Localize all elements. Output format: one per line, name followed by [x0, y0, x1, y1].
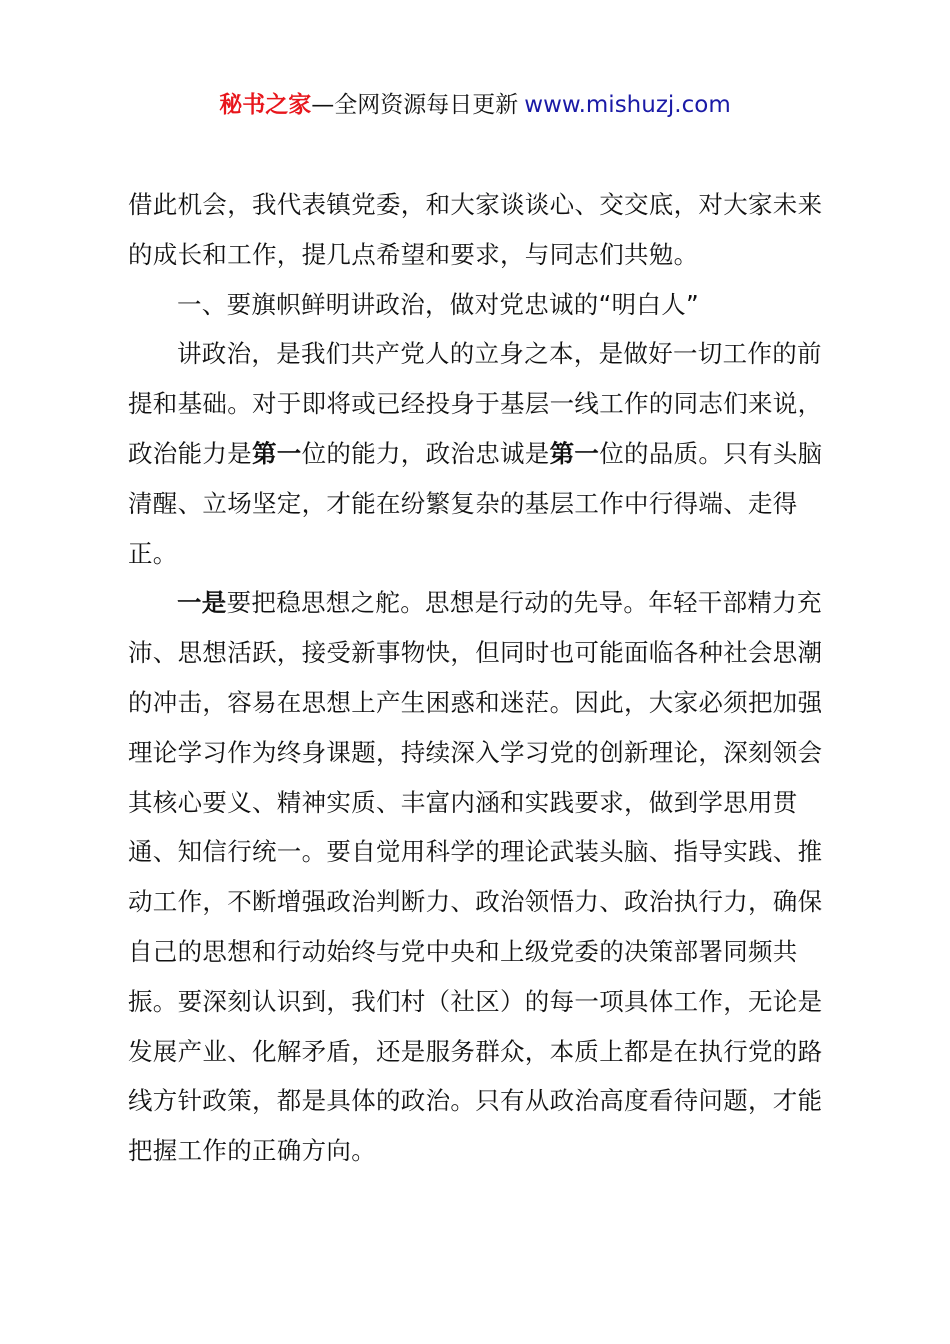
- politics-text-c: 位的能力，政治忠诚是: [301, 438, 550, 468]
- emphasis-first-1: 第一: [252, 438, 302, 468]
- section-heading: 一、要旗帜鲜明讲政治，做对党忠诚的“明白人”: [177, 289, 699, 319]
- emphasis-first-2: 第一: [549, 438, 600, 468]
- brand-name: 秘书之家: [219, 92, 312, 118]
- header-slogan: —全网资源每日更新: [311, 92, 519, 118]
- politics-text-a: 讲政治，是我们共产党人的立身之本，是做好一切工作的前提和基础。对于即将或已经投身于基层一线工作的同志们来说，政治能力是: [128, 339, 823, 468]
- page-header: [0, 88, 950, 122]
- website-link[interactable]: www.mishuzj.com: [524, 92, 731, 118]
- politics-paragraph: [128, 329, 836, 578]
- point-one-lead: 一是: [177, 588, 227, 618]
- document-body: [128, 180, 836, 1176]
- point-one-body: 要把稳思想之舵。思想是行动的先导。年轻干部精力充沛、思想活跃，接受新事物快，但同时也可能面临各种社会思潮的冲击，容易在思想上产生困惑和迷茫。因此，大家必须把加强理论学习作为终身课题，持续深入学习党的创新理论，深刻领会其核心要义、精神实质、丰富内涵和实践要求，做到学思用贯通、知信行统一。要自觉用科学的理论武装头脑、指导实践、推动工作，不断增强政治判断力、政治领悟力、政治执行力，确保自己的思想和行动始终与党中央和上级党委的决策部署同频共振。要深刻认识到，我们村（社区）的每一项具体工作，无论是发展产业、化解矛盾，还是服务群众，本质上都是在执行党的路线方针政策，都是具体的政治。只有从政治高度看待问题，才能把握工作的正确方向。: [128, 588, 823, 1166]
- intro-paragraph: 借此机会，我代表镇党委，和大家谈谈心、交交底，对大家未来的成长和工作，提几点希望和要求，与同志们共勉。: [128, 190, 823, 269]
- point-one-paragraph: [128, 578, 836, 1176]
- politics-text-d: 位的品质。只有头脑清醒、立场坚定，才能在纷繁复杂的基层工作中行得端、走得正。: [128, 438, 823, 568]
